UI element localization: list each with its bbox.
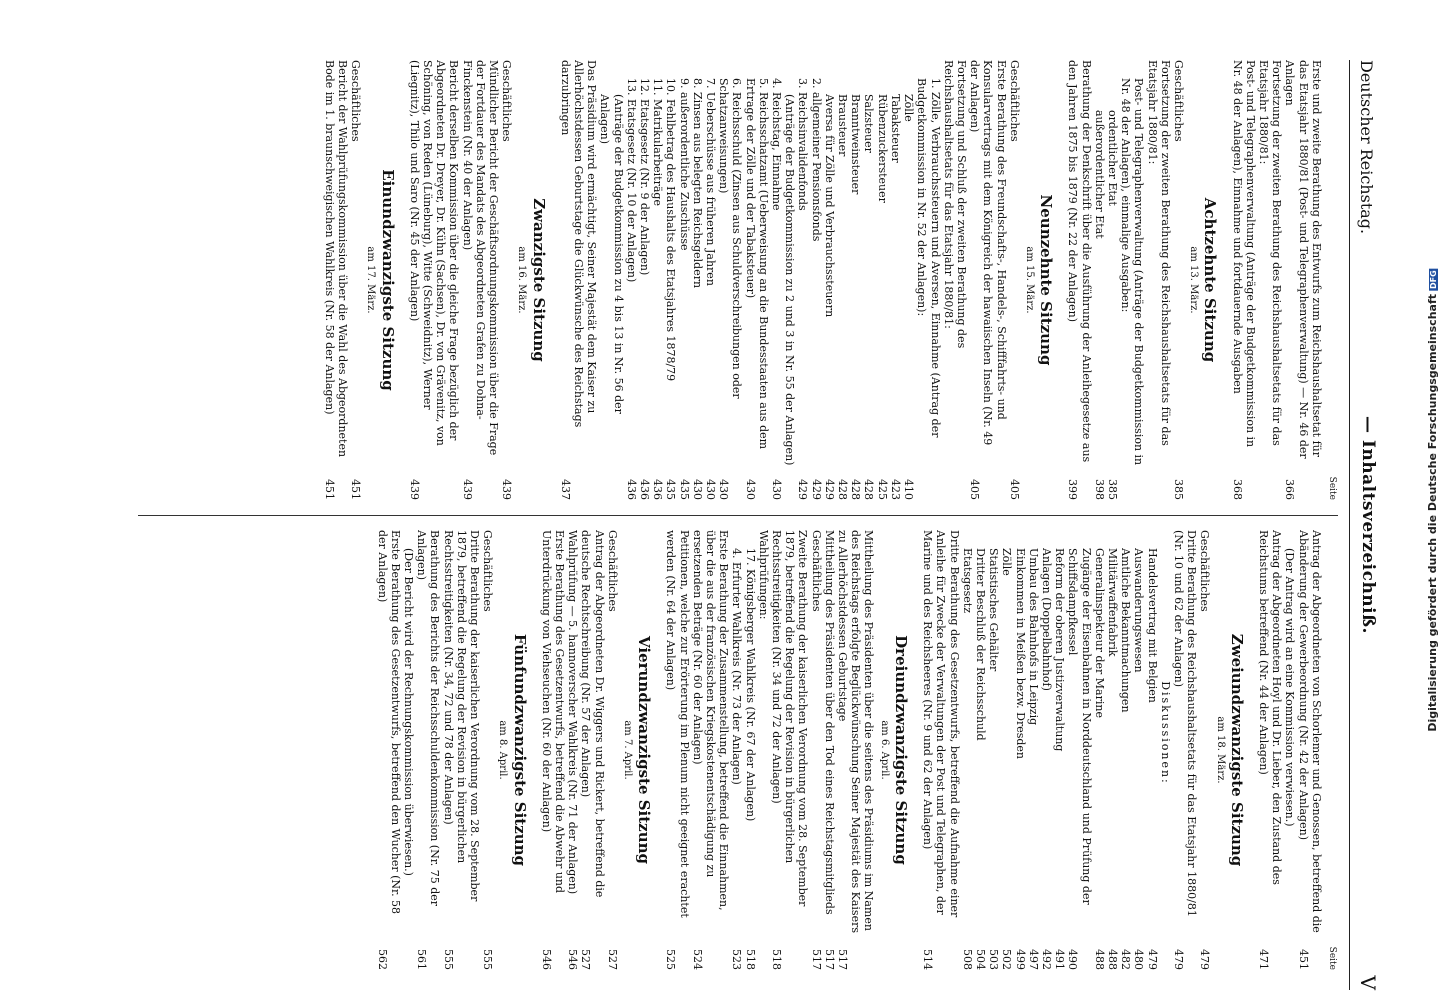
entry-text: ordentlicher Etat (1105, 110, 1119, 206)
entry-page: 439 (460, 479, 474, 500)
session-heading (1213, 530, 1246, 970)
entry-text: 4. Reichstag, Einnahme (770, 78, 784, 211)
sidebar-credit (1392, 0, 1439, 1000)
toc-entry (691, 60, 704, 500)
entry-page: 410 (902, 479, 916, 500)
toc-entry (1119, 530, 1132, 970)
entry-page: 435 (677, 479, 691, 500)
toc-entry (823, 60, 836, 500)
entry-text: (Der Antrag wird an eine Kommission verwiesen.) (1283, 548, 1297, 827)
entry-page: 423 (888, 479, 902, 500)
toc-entry (730, 530, 743, 970)
toc-entry (809, 60, 822, 500)
session-heading (1023, 60, 1056, 500)
entry-text: Fortsetzung der zweiten Berathung des Reichshaushaltsetats für das Etatsjahr 1880/81: (1256, 60, 1284, 446)
toc-entry (1283, 530, 1296, 970)
entry-page: 430 (717, 479, 731, 500)
entry-text: außerordentlicher Etat (1092, 110, 1106, 239)
session-title: Zweiundzwanzigste Sitzung (1227, 633, 1246, 867)
entry-text: Post- und Telegraphenverwaltung (Anträge der Budgetkommission in Nr. 48 der Anlagen), einmalige Ausgaben: (1119, 78, 1146, 466)
entry-page: 492 (1039, 949, 1053, 970)
toc-entry (876, 60, 889, 500)
right-column (375, 530, 1338, 970)
entry-text: Militärwaffenfabrik (1105, 548, 1119, 657)
entry-text: 17. Königsberger Wahlkreis (Nr. 67 der Anlagen) (743, 548, 757, 822)
entry-page: 490 (1066, 949, 1080, 970)
entry-text: Etatsgesetz (960, 548, 974, 613)
entry-text: Antrag der Abgeordneten Dr. Wiggers und Rickert, betreffend die deutsche Rechtschreibung (Nr. 57 der Anlagen) (579, 530, 606, 898)
toc-entry (1106, 60, 1119, 500)
entry-page: 428 (862, 479, 876, 500)
toc-entry (500, 60, 513, 500)
entry-page: 517 (809, 949, 823, 970)
entry-text: Mündlicher Bericht der Geschäftsordnungskommission über die Frage der Fortdauer des Mandats des Abgeordneten Grafen zu Dohna-Finckenstein (Nr. 40 der Anlagen) (460, 60, 501, 456)
entry-text: Berathung der Denkschrift über die Ausführung der Anleihegesetze aus den Jahren 1875 bis 1879 (Nr. 22 der Anlagen) (1066, 60, 1093, 463)
entry-page: 523 (730, 949, 744, 970)
session-heading (515, 60, 548, 500)
toc-entry (902, 60, 915, 500)
entry-text: Brausteuer (836, 94, 850, 157)
funding-text: Digitalisierung gefördert durch die Deutsche Forschungsgemeinschaft (1426, 294, 1439, 732)
toc-entry (1066, 530, 1092, 970)
toc-entry (1132, 530, 1145, 970)
header-rule (1349, 60, 1350, 990)
entry-text: 1. Zölle, Verbrauchssteuern und Aversen, Einnahme (Antrag der Budgetkommission in Nr. 52 der Anlagen): (915, 78, 942, 438)
entry-text: Geschäftliches (500, 60, 514, 142)
toc-entry (1257, 530, 1283, 970)
toc-entry (375, 530, 401, 970)
entry-text: 7. Ueberschüsse aus früheren Jahren (704, 78, 718, 286)
toc-entry (889, 60, 902, 500)
entry-page: 439 (500, 479, 514, 500)
header-page-number: V (1356, 975, 1380, 990)
session-heading (496, 530, 529, 970)
session-heading (621, 530, 654, 970)
toc-entry (836, 60, 849, 500)
entry-page: 430 (704, 479, 718, 500)
toc-entry (915, 60, 941, 500)
toc-entry (559, 60, 599, 500)
entry-page: 504 (973, 949, 987, 970)
entry-text: Amtliche Bekanntmachungen (1119, 548, 1133, 713)
entry-page: 499 (1013, 949, 1027, 970)
toc-entry (441, 530, 481, 970)
toc-entry (717, 60, 743, 500)
entry-text: Zweite Berathung der kaiserlichen Verordnung vom 28. September 1879, betreffend die Regelung der Revision in bürgerlichen Rechtsstreitigkeiten (Nr. 34 und 72 der Anlagen) (770, 530, 810, 907)
entry-page: 429 (822, 479, 836, 500)
toc-entry (1172, 60, 1185, 500)
entry-page: 502 (1000, 949, 1014, 970)
toc-entry (460, 60, 500, 500)
entry-page: 514 (921, 949, 935, 970)
session-title: Achtzehnte Sitzung (1201, 197, 1220, 363)
session-heading (878, 530, 910, 970)
entry-text: 4. Erfurter Wahlkreis (Nr. 73 der Anlagen) (730, 548, 744, 785)
entry-text: Berathung des Berichts der Reichsschuldenkommission (Nr. 75 der Anlagen) (415, 530, 442, 907)
toc-entry (770, 60, 783, 500)
toc-entry (1008, 60, 1021, 500)
entry-text: Dritte Berathung der kaiserlichen Verordnung vom 28. September 1879, betreffend die Regelung der Revision in bürgerlichen Rechtsstreitigkeiten (Nr. 34, 72 und 78 der Anlagen) (441, 530, 482, 902)
column-separator (138, 515, 1338, 516)
toc-entry (1230, 60, 1256, 500)
entry-text: Auswanderungswesen (1132, 548, 1146, 673)
entry-text: Bericht derselben Kommission über die gleiche Frage bezüglich der Abgeordneten Dr. Dreyer, Dr. Kühn (Sachsen), Dr. von Grävenitz, von Schöning, von Reden (Lüneburg), Witte (Schweidnitz), Werner (Liegnitz), Thilo und Saro (Nr. 45 der Anlagen) (407, 60, 461, 446)
toc-entry (402, 530, 415, 970)
entry-page: 451 (322, 479, 336, 500)
toc-entry (1027, 530, 1040, 970)
session-heading (364, 60, 397, 500)
running-header (1350, 60, 1384, 990)
entry-page: 437 (558, 479, 572, 500)
session-title: Einundzwanzigste Sitzung (378, 169, 397, 391)
session-heading (1187, 60, 1220, 500)
toc-entry (408, 60, 461, 500)
entry-text: Wahlprüfung — 5. hannoverscher Wahlkreis (Nr. 71 der Anlagen) (566, 530, 580, 895)
entry-text: (Anträge der Budgetkommission zu 2 und 3 in Nr. 55 der Anlagen) (783, 94, 797, 466)
session-date: am 8. April. (497, 720, 509, 780)
entry-text: Post- und Telegraphenverwaltung (Anträge der Budgetkommission in Nr. 48 der Anlagen), Einnahme und fortdauernde Ausgaben (1230, 60, 1257, 448)
entry-text: Erste Berathung des Gesetzentwurfs, betreffend die Abwehr und Unterdrückung von Viehseuchen (Nr. 60 der Anlagen) (539, 530, 567, 894)
entry-page: 479 (1145, 949, 1159, 970)
toc-entry (968, 60, 1008, 500)
funding-note (1426, 268, 1439, 731)
toc-entry (579, 530, 605, 970)
entry-text: Petitionen, welche zur Erörterung im Plenum nicht geeignet erachtet werden (Nr. 64 der Anlagen) (664, 530, 691, 918)
entry-text: 10. Fehlbetrag des Haushalts des Etatsjahres 1878/79 (664, 78, 678, 382)
entry-text: Aversa für Zölle und Verbrauchssteuern (822, 94, 836, 318)
toc-entry (1040, 530, 1053, 970)
toc-entry (1145, 60, 1171, 500)
entry-page: 479 (1198, 949, 1212, 970)
toc-entry (323, 60, 349, 500)
session-date: am 6. April. (878, 720, 890, 780)
toc-entry (823, 530, 836, 970)
entry-text: Geschäftliches (1198, 530, 1212, 612)
entry-text: 5. Reichsschatzamt (Ueberweisung an die Bundesstaaten aus dem Ertrage der Zölle und der Tabaksteuer) (743, 78, 770, 450)
dfg-logo: DFG (1429, 270, 1438, 289)
toc-entry (540, 530, 566, 970)
toc-entry (481, 530, 494, 970)
session-title: Zwanzigste Sitzung (529, 198, 548, 362)
session-title: Dreiundzwanzigste Sitzung (891, 635, 910, 865)
entry-text: Dritter Beschluß der Reichsschuld (973, 548, 987, 741)
toc-entry (757, 530, 770, 970)
toc-entry (664, 530, 690, 970)
entry-page: 518 (770, 949, 784, 970)
toc-entry (691, 530, 731, 970)
entry-text: 9. außerordentliche Zuschüsse (677, 78, 691, 251)
entry-text: 2. allgemeiner Pensionsfonds (809, 78, 823, 242)
entry-text: Geschäftliches (605, 530, 619, 612)
entry-page: 491 (1053, 949, 1067, 970)
session-date: am 15. März. (1023, 246, 1035, 314)
entry-text: Geschäftliches (481, 530, 495, 612)
entry-page: 399 (1066, 479, 1080, 500)
session-title: Vierundzwanzigste Sitzung (635, 636, 654, 864)
seite-label: Seite (1327, 946, 1337, 970)
entry-text: Bericht der Wahlprüfungskommission über die Wahl des Abgeordneten Bode im 1. braunschweigischen Wahlkreis (Nr. 58 der Anlagen) (322, 60, 349, 458)
toc-entry (566, 530, 579, 970)
entry-text: Zölle (1000, 548, 1014, 576)
entry-page: 546 (539, 949, 553, 970)
toc-entry (987, 530, 1000, 970)
entry-text: Mittheilung des Präsidenten über den Tod eines Reichstagsmitglieds (822, 530, 836, 915)
toc-entry (1093, 60, 1106, 500)
toc-entry (677, 60, 690, 500)
entry-text: Erste und zweite Berathung des Entwurfs zum Reichshaushaltsetat für das Etatsjahr 1880/81 (Post- und Telegraphenverwaltung) — Nr. 46 der Anlagen (1283, 60, 1323, 459)
toc-entry (796, 60, 809, 500)
entry-page: 561 (415, 949, 429, 970)
entry-page: 368 (1230, 479, 1244, 500)
entry-page: 555 (481, 949, 495, 970)
header-left: Deutscher Reichstag. (1357, 60, 1376, 235)
entry-page: 488 (1092, 949, 1106, 970)
entry-text: Mittheilung des Präsidenten über die seitens des Präsidiums im Namen des Reichstags erfolgte Beglückwünschung Seiner Majestät des Kaisers zu Allerhöchstdessen Geburtstage (836, 530, 876, 933)
left-column (323, 60, 1338, 500)
entry-page: 430 (743, 479, 757, 500)
rotated-toc-page (74, 60, 1384, 990)
session-title: Fünfundzwanzigste Sitzung (510, 633, 529, 867)
entry-page: 451 (349, 479, 363, 500)
entry-page: 480 (1132, 949, 1146, 970)
entry-page: 503 (987, 949, 1001, 970)
toc-entry (1283, 60, 1323, 500)
toc-entry (783, 60, 796, 500)
entry-text: Dritte Berathung des Gesetzentwurfs, betreffend die Aufnahme einer Anleihe für Zwecke der Verwaltungen der Post und Telegraphen, der Marine und des Reichsheeres (Nr. 9 und 62 der Anlagen) (921, 530, 961, 918)
toc-entry (1066, 60, 1092, 500)
toc-entry (961, 530, 974, 970)
seite-label: Seite (1327, 476, 1337, 500)
entry-text: Tabaksteuer (888, 94, 902, 163)
entry-page: 451 (1296, 949, 1310, 970)
toc-entry (598, 60, 624, 500)
entry-text: Reform der oberen Justizverwaltung (1053, 548, 1067, 752)
entry-page: 385 (1171, 479, 1185, 500)
entry-text: Das Präsidium wird ermächtigt, Seiner Majestät dem Kaiser zu Allerhöchstdessen Geburtstage die Glückwünsche des Reichstags darzubringen (558, 60, 599, 428)
entry-page: 429 (796, 479, 810, 500)
entry-text: Erste Berathung der Zusammenstellung, betreffend die Einnahmen, über die aus der französischen Kriegskostenentschädigung zu ersetzenden Beträge (Nr. 60 der Anlagen) (690, 530, 731, 911)
entry-page: 435 (664, 479, 678, 500)
toc-entry (809, 530, 822, 970)
toc-entry (349, 60, 362, 500)
entry-text: Antrag der Abgeordneten von Schorlemer und Genossen, betreffend die Abänderung der Gewerbeordnung (Nr. 42 der Anlagen) (1296, 530, 1323, 933)
toc-entry (743, 60, 769, 500)
entry-text: 3. Reichsinvalidenfonds (796, 78, 810, 211)
session-date: am 7. April. (622, 720, 634, 780)
entry-text: Dritte Berathung des Reichshaushaltsetats für das Etatsjahr 1880/81 (Nr. 10 und 62 der Anlagen) (1171, 530, 1199, 917)
entry-text: Wahlprüfungen: (756, 530, 770, 620)
entry-page: 497 (1026, 949, 1040, 970)
entry-page: 518 (743, 949, 757, 970)
toc-entry (1172, 530, 1198, 970)
entry-text: Anlagen (Doppelbahnhof) (1039, 548, 1053, 691)
entry-page: 405 (1007, 479, 1021, 500)
entry-text: Rübenzuckersteuer (875, 94, 889, 203)
entry-text: Geschäftliches (349, 60, 363, 142)
toc-entry (664, 60, 677, 500)
toc-entry (1093, 530, 1106, 970)
entry-page: 430 (770, 479, 784, 500)
entry-page: 429 (809, 479, 823, 500)
entry-text: Umbau des Bahnhofs in Leipzig (1026, 548, 1040, 726)
entry-page: 436 (651, 479, 665, 500)
entry-page: 527 (579, 949, 593, 970)
session-date: am 17. März. (365, 246, 377, 314)
toc-entry (1257, 60, 1283, 500)
toc-entry (862, 60, 875, 500)
entry-text: Erste Berathung des Gesetzentwurfs, betreffend den Wucher (Nr. 58 der Anlagen) (375, 530, 402, 915)
entry-page: 428 (849, 479, 863, 500)
toc-entry (770, 530, 810, 970)
entry-page: 471 (1256, 949, 1270, 970)
entry-text: Handelsvertrag mit Belgien (1145, 548, 1159, 703)
entry-text: Geschäftliches (809, 530, 823, 612)
entry-page: 525 (664, 949, 678, 970)
entry-page: 479 (1171, 949, 1185, 970)
toc-entry (921, 530, 961, 970)
entry-page: 517 (822, 949, 836, 970)
entry-text: Branntweinsteuer (849, 94, 863, 195)
toc-entry (743, 530, 756, 970)
entry-text: Geschäftliches (1007, 60, 1021, 142)
toc-entry (1053, 530, 1066, 970)
entry-text: 11. Matrikularbeiträge (651, 78, 665, 206)
toc-entry (1296, 530, 1322, 970)
session-date: am 18. März. (1214, 716, 1226, 784)
session-title: Neunzehnte Sitzung (1037, 194, 1056, 366)
toc-entry (974, 530, 987, 970)
toc-entry (415, 530, 441, 970)
entry-text: Antrag der Abgeordneten Hoyl und Dr. Lieber, den Zustand des Reichstums betreffend (Nr. 44 der Anlagen) (1256, 530, 1284, 885)
session-date: am 13. März. (1188, 246, 1200, 314)
toc-entry (606, 530, 619, 970)
entry-text: Statistisches Gehälter (987, 548, 1001, 672)
entry-page: 398 (1092, 479, 1106, 500)
entry-page: 555 (441, 949, 455, 970)
header-center: — Inhaltsverzeichniß. (1358, 416, 1378, 634)
entry-text: Salzsteuer (862, 94, 876, 153)
entry-page: 366 (1283, 479, 1297, 500)
entry-page: 439 (407, 479, 421, 500)
entry-text: Generalinspekteur der Marine (1092, 548, 1106, 718)
toc-entry (1145, 530, 1158, 970)
entry-text: Zugänge der Eisenbahnen in Norddeutschland und Prüfung der Schiffsdampfkessel (1066, 548, 1093, 905)
entry-page: 482 (1119, 949, 1133, 970)
toc-entry (704, 60, 717, 500)
toc-entry (942, 60, 968, 500)
entry-text: Geschäftliches (1171, 60, 1185, 142)
entry-text: Einkommen in Meißen bezw. Dresden (1013, 548, 1027, 760)
toc-entry (1159, 530, 1172, 970)
toc-entry (1198, 530, 1211, 970)
entry-text: Erste Berathung des Freundschafts-, Handels-, Schifffahrts- und Konsularvertrags mit dem Königreich der hawaiischen Inseln (Nr. 49 der Anlagen) (968, 60, 1008, 446)
toc-entry (625, 60, 638, 500)
entry-page: 488 (1105, 949, 1119, 970)
toc-entry (1000, 530, 1013, 970)
toc-entry (1106, 530, 1119, 970)
entry-page: 430 (690, 479, 704, 500)
toc-entry (849, 60, 862, 500)
entry-page: 546 (566, 949, 580, 970)
entry-page: 508 (960, 949, 974, 970)
entry-text: Zölle (902, 94, 916, 122)
entry-page: 517 (836, 949, 850, 970)
entry-page: 524 (690, 949, 704, 970)
entry-page: 385 (1105, 479, 1119, 500)
toc-entry (1013, 530, 1026, 970)
toc-entry (836, 530, 876, 970)
entry-text: 6. Reichsschuld (Zinsen aus Schuldverschreibungen oder Schatzanweisungen) (717, 78, 744, 399)
entry-text: Diskussionen: (1158, 681, 1172, 785)
entry-text: (Der Bericht wird der Rechnungskommission überwiesen.) (402, 548, 415, 876)
entry-page: 425 (875, 479, 889, 500)
toc-entry (638, 60, 651, 500)
entry-page: 527 (605, 949, 619, 970)
entry-page: 436 (638, 479, 652, 500)
entry-text: Fortsetzung und Schluß der zweiten Berathung des Reichshaushaltsetats für das Etatsjahr 1880/81: (941, 60, 968, 349)
toc-entry (651, 60, 664, 500)
entry-page: 405 (968, 479, 982, 500)
entry-text: 13. Etatsgesetz (Nr. 10 der Anlagen) (624, 78, 638, 283)
entry-page: 428 (836, 479, 850, 500)
session-date: am 16. März. (516, 246, 528, 314)
entry-text: Fortsetzung der zweiten Berathung des Reichshaushaltsetats für das Etatsjahr 1880/81: (1145, 60, 1172, 446)
entry-text: 12. Etatsgesetz (Nr. 9 der Anlagen) (638, 78, 652, 276)
entry-text: 8. Zinsen aus belegten Reichsgeldern (690, 78, 704, 289)
toc-entry (1119, 60, 1145, 500)
entry-page: 436 (624, 479, 638, 500)
entry-text: (Anträge der Budgetkommission zu 4 bis 13 in Nr. 56 der Anlagen) (598, 94, 625, 414)
entry-page: 562 (375, 949, 389, 970)
